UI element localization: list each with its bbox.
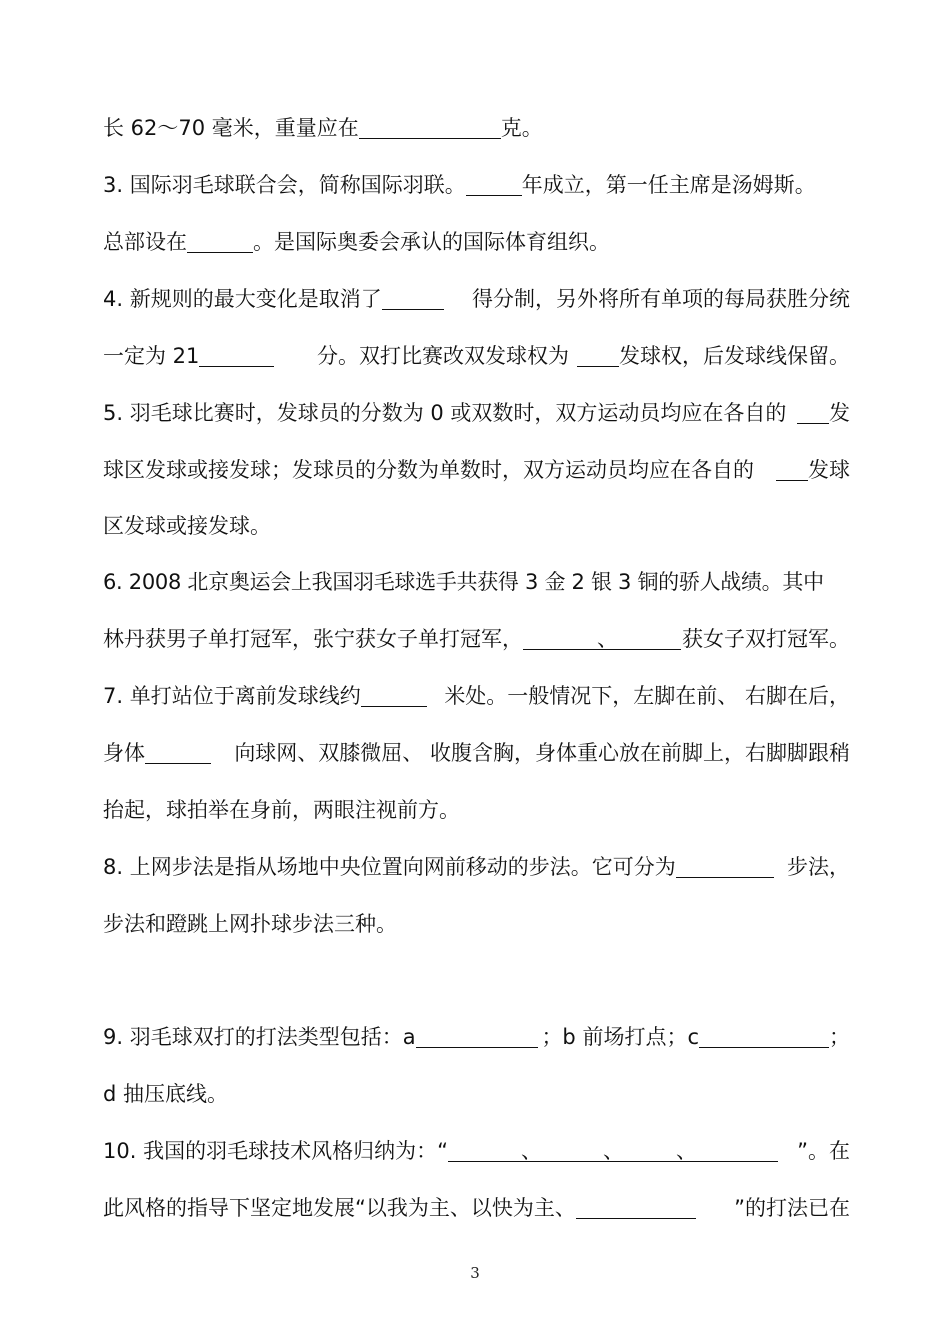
blank-separator: 、 [675, 1139, 697, 1163]
line-text: 总部设在 [103, 230, 187, 254]
text-line [103, 1193, 850, 1223]
text-line [103, 1022, 850, 1052]
text-line [103, 1136, 850, 1166]
line-text: ”的打法已在 [734, 1196, 850, 1220]
fill-blank[interactable] [145, 741, 211, 764]
line-text: 得分制，另外将所有单项的每局获胜分统 [472, 287, 850, 311]
text-line [103, 624, 850, 654]
line-text [797, 398, 850, 428]
line-text [103, 284, 444, 314]
page-number: 3 [470, 1264, 480, 1282]
line-text: ”。在 [797, 1139, 850, 1163]
fill-blank[interactable] [199, 344, 274, 367]
line-text: 步法， [787, 855, 850, 879]
text-line [103, 681, 850, 711]
line-text-part: 分。双打比赛改双发球权为 [317, 344, 569, 368]
line-text-part: 发球权，后发球线保留。 [619, 344, 850, 368]
line-text: 获女子双打冠军。 [682, 627, 850, 651]
line-text [103, 624, 681, 654]
line-text-part: 一定为 21 [103, 344, 200, 368]
fill-blank[interactable] [187, 230, 253, 253]
line-text [103, 852, 774, 882]
line-text-part: 林丹获男子单打冠军，张宁获女子单打冠军， [103, 627, 523, 651]
line-text: 米处。一般情况下，左脚在前、 右脚在后， [444, 684, 850, 708]
blank-separator: 、 [520, 1139, 542, 1163]
line-text-part: 4. 新规则的最大变化是取消了 [103, 287, 382, 311]
fill-blank[interactable] [699, 1025, 829, 1048]
line-text: 5. 羽毛球比赛时，发球员的分数为 0 或双数时，双方运动员均应在各自的 [103, 401, 787, 425]
line-text: 向球网、双膝微屈、 收腹含胸，身体重心放在前脚上，右脚脚跟稍 [234, 741, 850, 765]
fill-blank[interactable] [576, 1196, 696, 1219]
line-text [103, 681, 427, 711]
fill-blank[interactable] [797, 401, 829, 424]
text-line [103, 455, 850, 485]
line-text-part: ；b 前场打点；c [541, 1025, 699, 1049]
line-text-part: 此风格的指导下坚定地发展“以我为主、以快为主、 [103, 1196, 576, 1220]
fill-blank[interactable] [382, 287, 444, 310]
text-line [103, 227, 850, 257]
fill-blank[interactable] [466, 173, 522, 196]
blank-separator: 、 [597, 627, 618, 651]
text-line [103, 738, 850, 768]
line-text-part: ； [829, 1025, 850, 1049]
line-text: 年成立，第一任主席是汤姆斯。 [521, 173, 816, 197]
text-line [103, 852, 850, 882]
line-text [103, 738, 211, 768]
text-line [103, 795, 850, 825]
fill-blank[interactable] [776, 458, 808, 481]
text-line [103, 341, 850, 371]
line-text: 球区发球或接发球；发球员的分数为单数时，双方运动员均应在各自的 [103, 458, 754, 482]
line-text-part: 8. 上网步法是指从场地中央位置向网前移动的步法。它可分为 [103, 855, 676, 879]
line-text: 区发球或接发球。 [103, 514, 271, 538]
fill-blank[interactable] [577, 344, 619, 367]
line-text [541, 1022, 850, 1052]
line-text [776, 455, 850, 485]
text-line [103, 511, 850, 541]
line-text: 抬起，球拍举在身前，两眼注视前方。 [103, 798, 460, 822]
line-text [103, 341, 274, 371]
line-text [317, 341, 850, 371]
text-line [103, 113, 850, 143]
line-text-part: 发 [829, 401, 850, 425]
fill-blank-group[interactable] [448, 1139, 778, 1162]
fill-blank[interactable] [676, 855, 774, 878]
line-text: 步法和蹬跳上网扑球步法三种。 [103, 912, 397, 936]
fill-blank[interactable] [359, 116, 501, 139]
blank-separator: 、 [602, 1139, 624, 1163]
line-text: d 抽压底线。 [103, 1082, 229, 1106]
fill-blank[interactable] [416, 1025, 538, 1048]
line-text: 。是国际奥委会承认的国际体育组织。 [253, 230, 610, 254]
text-line [103, 567, 850, 597]
line-text: 6. 2008 北京奥运会上我国羽毛球选手共获得 3 金 2 银 3 铜的骄人战绩。其中 [103, 570, 824, 594]
line-text: 长 62～70 毫米，重量应在 [103, 116, 359, 140]
fill-blank[interactable] [361, 684, 427, 707]
line-text-part: 身体 [103, 741, 145, 765]
text-line [103, 909, 850, 939]
line-text [103, 1136, 778, 1166]
text-line [103, 284, 850, 314]
line-text [103, 1022, 538, 1052]
line-text-part: 发球 [808, 458, 850, 482]
line-text: 3. 国际羽毛球联合会，简称国际羽联。 [103, 173, 466, 197]
line-text [103, 1193, 696, 1223]
text-line [103, 398, 850, 428]
line-text-part: 9. 羽毛球双打的打法类型包括：a [103, 1025, 416, 1049]
line-text-part: 10. 我国的羽毛球技术风格归纳为：“ [103, 1139, 448, 1163]
fill-blank-pair[interactable] [523, 627, 681, 650]
line-text-part: 7. 单打站位于离前发球线约 [103, 684, 361, 708]
text-line [103, 1079, 850, 1109]
line-text: 克。 [500, 116, 543, 140]
text-line [103, 170, 850, 200]
